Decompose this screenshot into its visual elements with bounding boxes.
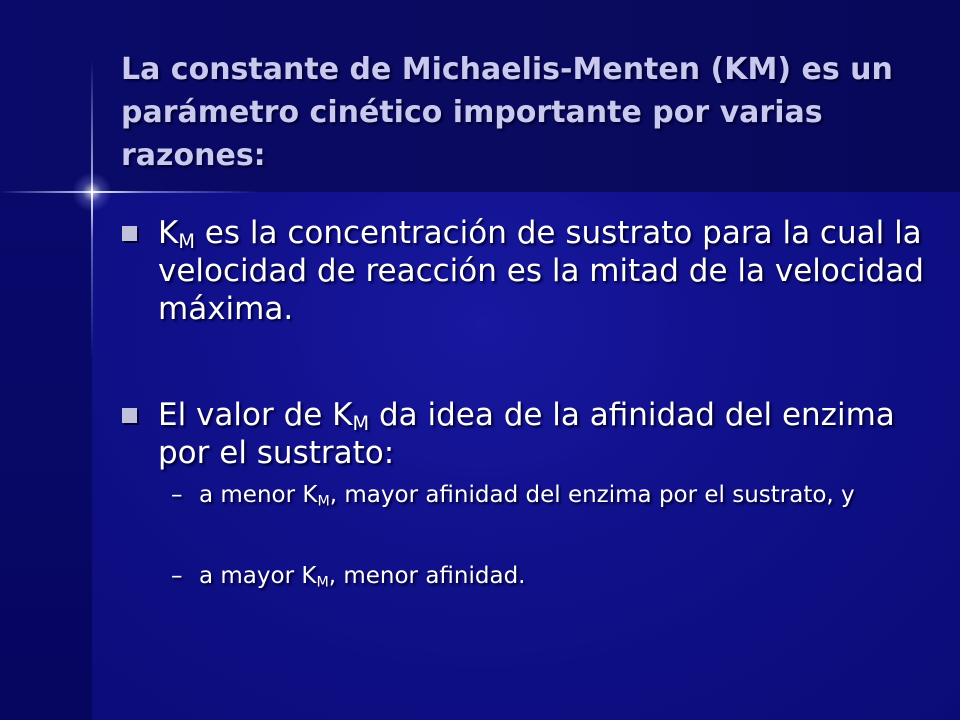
square-bullet-icon (122, 408, 137, 423)
slide-title: La constante de Michaelis-Menten (KM) es un parámetro cinético importante por varias razones: (121, 52, 893, 173)
bullet-text: da idea de la afinidad del enzima por el sustrato: (158, 397, 895, 471)
bullet-text: es la concentración de sustrato para la cual la velocidad de reacción es la mitad de la velocidad máxima. (158, 215, 924, 327)
sub-bullet-subscript: M (316, 574, 329, 591)
bullet-subscript: M (178, 229, 195, 253)
dash-bullet-icon: – (171, 563, 183, 589)
dash-bullet-icon: – (171, 482, 183, 508)
sub-bullet-lower-km (171, 481, 939, 510)
bullet-subscript: M (352, 411, 370, 435)
sub-bullet-subscript: M (317, 493, 330, 510)
square-bullet-icon (122, 226, 137, 241)
sparkle-decoration-horizontal (0, 191, 260, 193)
sparkle-decoration-icon (72, 172, 112, 212)
bullet-km-affinity (158, 396, 948, 472)
bullet-prefix: El valor de K (158, 397, 353, 433)
sub-bullet-text: , menor afinidad. (328, 563, 526, 589)
sub-bullet-prefix: a menor K (199, 482, 318, 508)
sub-bullet-text: , mayor afinidad del enzima por el sustrato, y (329, 482, 855, 508)
sub-bullet-prefix: a mayor K (199, 563, 317, 589)
sub-bullet-higher-km (171, 562, 939, 591)
bullet-symbol: K (158, 215, 179, 251)
bullet-km-definition (158, 214, 948, 328)
